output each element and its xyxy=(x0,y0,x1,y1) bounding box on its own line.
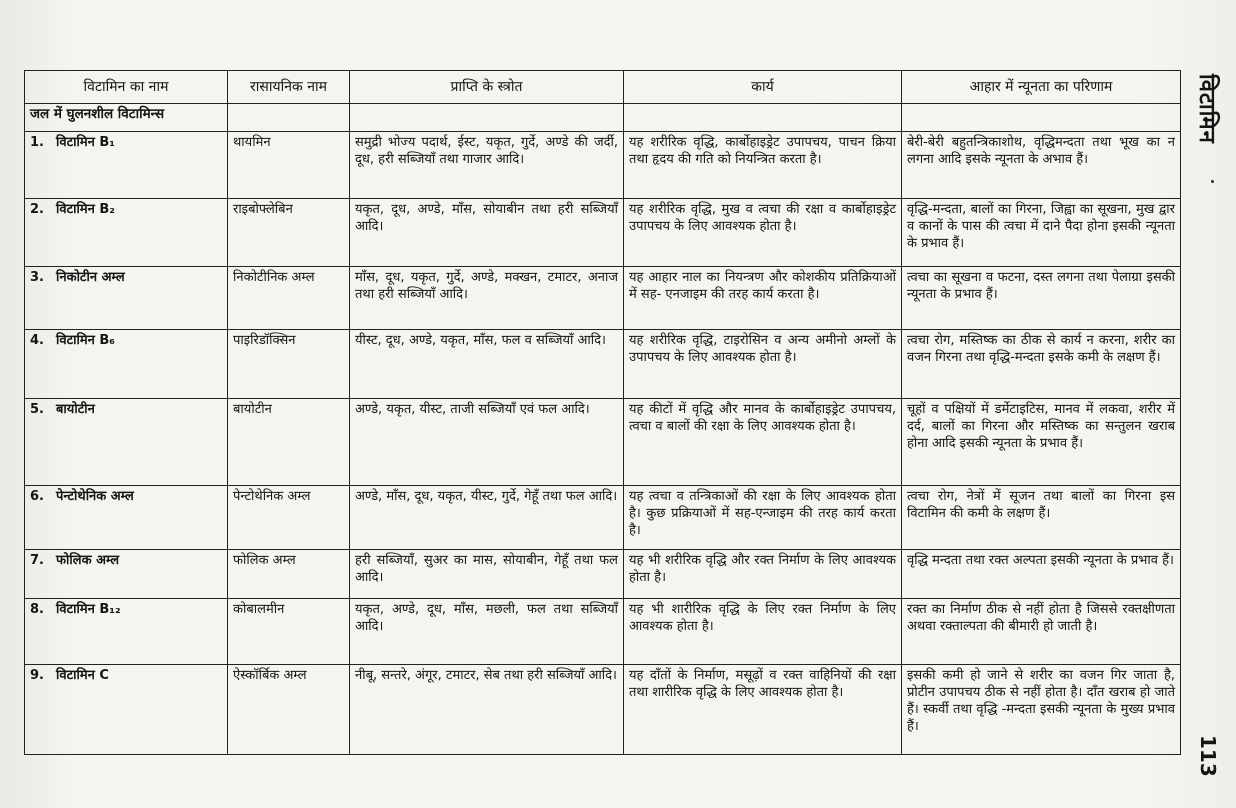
table-row xyxy=(25,599,1181,665)
table-row xyxy=(25,399,1181,486)
section-label: जल में घुलनशील विटामिन्स xyxy=(25,104,228,132)
table-row xyxy=(25,330,1181,399)
header-function: कार्य xyxy=(624,71,902,104)
function-cell: यह शरीरिक वृद्धि, टाइरोसिन व अन्य अमीनो अम्लों के उपापचय के लिए आवश्यक होता है। xyxy=(624,330,902,399)
sources-cell: अण्डे, माँस, दूध, यकृत, यीस्ट, गुर्दे, गेहूँ तथा फल आदि। xyxy=(350,486,624,550)
function-cell: यह कीटों में वृद्धि और मानव के कार्बोहाइड्रेट उपापचय, त्वचा व बालों की रक्षा के लिए आवश्यक होता है। xyxy=(624,399,902,486)
function-cell: यह भी शारीरिक वृद्धि के लिए रक्त निर्माण के लिए आवश्यक होता है। xyxy=(624,599,902,665)
chemical-name-cell: ऐस्कॉर्बिक अम्ल xyxy=(228,665,350,755)
chemical-name-cell: राइबोफ्लेबिन xyxy=(228,199,350,267)
vitamin-name-cell: 6. पेन्टोथेनिक अम्ल xyxy=(25,486,228,550)
vitamin-name-cell: 8. विटामिन B₁₂ xyxy=(25,599,228,665)
section-row xyxy=(25,104,1181,132)
sources-cell: यकृत, दूध, अण्डे, माँस, सोयाबीन तथा हरी सब्जियाँ आदि। xyxy=(350,199,624,267)
deficiency-cell: त्वचा रोग, नेत्रों में सूजन तथा बालों का गिरना इस विटामिन की कमी के लक्षण हैं। xyxy=(902,486,1181,550)
table-row xyxy=(25,267,1181,330)
function-cell: यह त्वचा व तन्त्रिकाओं की रक्षा के लिए आवश्यक होता है। कुछ प्रक्रियाओं में सह-एन्जाइम की तरह कार्य करता है। xyxy=(624,486,902,550)
deficiency-cell: बेरी-बेरी बहुतन्त्रिकाशोथ, वृद्धिमन्दता तथा भूख का न लगना आदि इसके न्यूनता के अभाव हैं। xyxy=(902,132,1181,199)
vitamin-name-cell: 1. विटामिन B₁ xyxy=(25,132,228,199)
deficiency-cell: रक्त का निर्माण ठीक से नहीं होता है जिससे रक्तक्षीणता अथवा रक्ताल्पता की बीमारी हो जाती है। xyxy=(902,599,1181,665)
table-row xyxy=(25,132,1181,199)
function-cell: यह आहार नाल का नियन्त्रण और कोशकीय प्रतिक्रियाओं में सह- एनजाइम की तरह कार्य करता है। xyxy=(624,267,902,330)
header-sources: प्राप्ति के स्त्रोत xyxy=(350,71,624,104)
chapter-side-title: विटामिन xyxy=(1194,74,1219,144)
deficiency-cell: त्वचा का सूखना व फटना, दस्त लगना तथा पेलाग्रा इसकी न्यूनता के प्रभाव हैं। xyxy=(902,267,1181,330)
vitamin-name-cell: 2. विटामिन B₂ xyxy=(25,199,228,267)
chemical-name-cell: पाइरिडॉक्सिन xyxy=(228,330,350,399)
vitamin-name-cell: 3. निकोटीन अम्ल xyxy=(25,267,228,330)
deficiency-cell: वृद्धि मन्दता तथा रक्त अल्पता इसकी न्यूनता के प्रभाव हैं। xyxy=(902,550,1181,599)
deficiency-cell: चूहों व पक्षियों में डर्मेटाइटिस, मानव में लकवा, शरीर में दर्द, बालों का गिरना और मस्तिष्क का सन्तुलन खराब होना आदि इसकी न्यूनता के प्रभाव हैं। xyxy=(902,399,1181,486)
table-row xyxy=(25,550,1181,599)
sources-cell: अण्डे, यकृत, यीस्ट, ताजी सब्जियाँ एवं फल आदि। xyxy=(350,399,624,486)
function-cell: यह शरीरिक वृद्धि, कार्बोहाइड्रेट उपापचय, पाचन क्रिया तथा हृदय की गति को नियन्त्रित करता है। xyxy=(624,132,902,199)
sources-cell: नीबू, सन्तरे, अंगूर, टमाटर, सेब तथा हरी सब्जियाँ आदि। xyxy=(350,665,624,755)
vitamin-name-cell: 4. विटामिन B₆ xyxy=(25,330,228,399)
chemical-name-cell: निकोटीनिक अम्ल xyxy=(228,267,350,330)
chemical-name-cell: कोबालमीन xyxy=(228,599,350,665)
chemical-name-cell: पेन्टोथेनिक अम्ल xyxy=(228,486,350,550)
page-number: 113 xyxy=(1196,735,1220,777)
deficiency-cell: इसकी कमी हो जाने से शरीर का वजन गिर जाता है, प्रोटीन उपापचय ठीक से नहीं होता है। दाँत खराब हो जाते हैं। स्कर्वी तथा वृद्धि -मन्दता इसकी न्यूनता के मुख्य प्रभाव हैं। xyxy=(902,665,1181,755)
table-row xyxy=(25,486,1181,550)
table-row xyxy=(25,199,1181,267)
header-row xyxy=(25,71,1181,104)
deficiency-cell: त्वचा रोग, मस्तिष्क का ठीक से कार्य न करना, शरीर का वजन गिरना तथा वृद्धि-मन्दता इसके कमी के लक्षण हैं। xyxy=(902,330,1181,399)
sources-cell: यीस्ट, दूध, अण्डे, यकृत, माँस, फल व सब्जियाँ आदि। xyxy=(350,330,624,399)
vitamin-name-cell: 7. फोलिक अम्ल xyxy=(25,550,228,599)
vitamin-table xyxy=(24,70,1181,755)
sources-cell: यकृत, अण्डे, दूध, माँस, मछली, फल तथा सब्जियाँ आदि। xyxy=(350,599,624,665)
header-chemical: रासायनिक नाम xyxy=(228,71,350,104)
page-dot xyxy=(1211,180,1214,183)
function-cell: यह भी शरीरिक वृद्धि और रक्त निर्माण के लिए आवश्यक होता है। xyxy=(624,550,902,599)
sources-cell: माँस, दूध, यकृत, गुर्दे, अण्डे, मक्खन, टमाटर, अनाज तथा हरी सब्जियाँ आदि। xyxy=(350,267,624,330)
table-row xyxy=(25,665,1181,755)
vitamin-name-cell: 9. विटामिन C xyxy=(25,665,228,755)
sources-cell: हरी सब्जियाँ, सुअर का मास, सोयाबीन, गेहूँ तथा फल आदि। xyxy=(350,550,624,599)
function-cell: यह दाँतों के निर्माण, मसूढ़ों व रक्त वाहिनियों की रक्षा तथा शारीरिक वृद्धि के लिए आवश्यक होता है। xyxy=(624,665,902,755)
header-deficiency: आहार में न्यूनता का परिणाम xyxy=(902,71,1181,104)
chemical-name-cell: फोलिक अम्ल xyxy=(228,550,350,599)
deficiency-cell: वृद्धि-मन्दता, बालों का गिरना, जिह्वा का सूखना, मुख द्वार व कानों के पास की त्वचा में दाने पैदा होना इसकी न्यूनता के प्रभाव हैं। xyxy=(902,199,1181,267)
chemical-name-cell: बायोटीन xyxy=(228,399,350,486)
vitamin-name-cell: 5. बायोटीन xyxy=(25,399,228,486)
chemical-name-cell: थायमिन xyxy=(228,132,350,199)
function-cell: यह शरीरिक वृद्धि, मुख व त्वचा की रक्षा व कार्बोहाइड्रेट उपापचय के लिए आवश्यक होता है। xyxy=(624,199,902,267)
header-name: विटामिन का नाम xyxy=(25,71,228,104)
sources-cell: समुद्री भोज्य पदार्थ, ईस्ट, यकृत, गुर्दे, अण्डे की जर्दी, दूध, हरी सब्जियाँ तथा गाजार आदि। xyxy=(350,132,624,199)
